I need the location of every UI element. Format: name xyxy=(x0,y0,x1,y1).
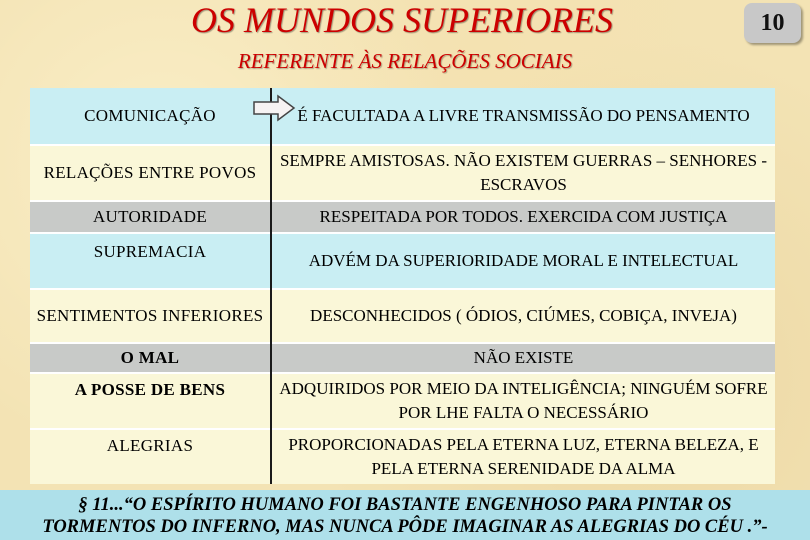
table-row xyxy=(30,145,775,201)
row-value: NÃO EXISTE xyxy=(271,343,775,373)
row-label: A POSSE DE BENS xyxy=(30,373,271,429)
footer-quote xyxy=(0,490,810,540)
row-label: ALEGRIAS xyxy=(30,429,271,484)
table-row xyxy=(30,201,775,233)
table-row xyxy=(30,289,775,343)
row-value: SEMPRE AMISTOSAS. NÃO EXISTEM GUERRAS – SENHORES - ESCRAVOS xyxy=(271,145,775,201)
table-row xyxy=(30,343,775,373)
row-value: PROPORCIONADAS PELA ETERNA LUZ, ETERNA BELEZA, E PELA ETERNA SERENIDADE DA ALMA xyxy=(271,429,775,484)
row-label: RELAÇÕES ENTRE POVOS xyxy=(30,145,271,201)
table-row xyxy=(30,88,775,145)
row-value: ADVÉM DA SUPERIORIDADE MORAL E INTELECTUAL xyxy=(271,233,775,289)
row-label: AUTORIDADE xyxy=(30,201,271,233)
footer-quote-line-2: TORMENTOS DO INFERNO, MAS NUNCA PÔDE IMAGINAR AS ALEGRIAS DO CÉU .”- xyxy=(42,517,768,537)
row-value: É FACULTADA A LIVRE TRANSMISSÃO DO PENSAMENTO xyxy=(271,88,775,145)
row-value: ADQUIRIDOS POR MEIO DA INTELIGÊNCIA; NINGUÉM SOFRE POR LHE FALTA O NECESSÁRIO xyxy=(271,373,775,429)
row-label: SUPREMACIA xyxy=(30,233,271,289)
page-subtitle: REFERENTE ÀS RELAÇÕES SOCIAIS xyxy=(237,49,573,73)
row-value: DESCONHECIDOS ( ÓDIOS, CIÚMES, COBIÇA, INVEJA) xyxy=(271,289,775,343)
table-row xyxy=(30,233,775,289)
row-label: O MAL xyxy=(30,343,271,373)
table-row xyxy=(30,373,775,429)
page-number-badge: 10 xyxy=(744,3,801,43)
row-value: RESPEITADA POR TODOS. EXERCIDA COM JUSTIÇA xyxy=(271,201,775,233)
row-label: COMUNICAÇÃO xyxy=(30,88,271,145)
relations-table xyxy=(30,88,775,484)
row-label: SENTIMENTOS INFERIORES xyxy=(30,289,271,343)
page-title: OS MUNDOS SUPERIORES xyxy=(191,0,613,40)
right-arrow-icon xyxy=(252,94,296,122)
footer-quote-line-1: § 11...“O ESPÍRITO HUMANO FOI BASTANTE ENGENHOSO PARA PINTAR OS xyxy=(78,495,732,515)
table-row xyxy=(30,429,775,484)
